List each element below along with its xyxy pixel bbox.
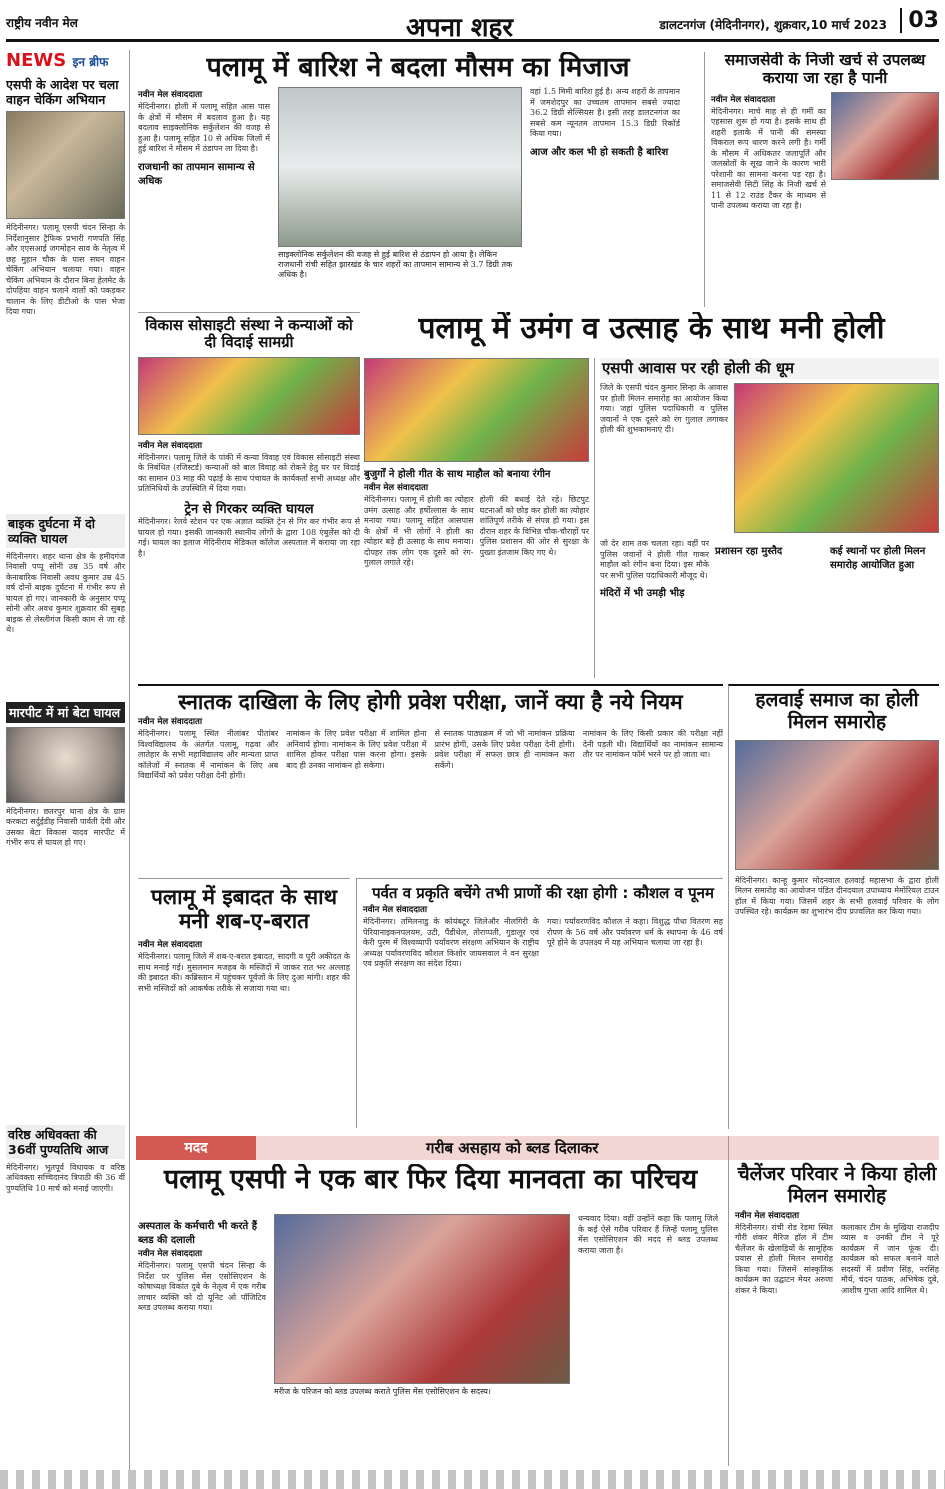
brief1-body: मेदिनीनगर। पलामू एसपी चंदन सिन्हा के निर्देशानुसार ट्रैफिक प्रभारी गणपति सिंह और एएसआई जगमोहन साव के नेतृत्व में छह मुहान चौक के पास सघन वाहन चेकिंग अभियान चलाया गया। वाहन चेकिंग अभियान के दौरान बिना हेलमेट के दोपहिया वाहन चलाने वालों को पकड़कर चालान के लिए डीटीओ के पास भेजा दिया गया। (6, 223, 125, 316)
blood-byline: नवीन मेल संवाददाता (138, 1249, 203, 1259)
brief1-body-cont (6, 318, 125, 508)
exam-body-1: मेदिनीनगर। पलामू स्थित नीलांबर पीतांबर विश्वविद्यालय के अंतर्गत पलामू, गढ़वा और लातेहार के सभी महाविद्यालय और मान्यता प्राप्त कॉलेजों में स्नातक में नामांकन के लिए अब विद्यार्थियों को प्रवेश परीक्षा देनी होगी। (138, 729, 279, 781)
weather-article (138, 52, 698, 307)
society-headline: विकास सोसाइटी संस्था ने कन्याओं को दी विदाई सामग्री (145, 316, 353, 352)
exam-article (138, 684, 723, 874)
page-number: 03 (900, 8, 939, 33)
water-tanker-photo (831, 92, 939, 180)
news-tag-label: NEWS (6, 50, 67, 71)
exam-headline: स्नातक दाखिला के लिए होगी प्रवेश परीक्षा, जानें क्या है नये नियम (178, 690, 683, 714)
blood-photo-caption: मरीज के परिजन को ब्लड उपलब्ध कराते पुलिस मेंस एसोसिएशन के सदस्य। (274, 1387, 491, 1396)
holi-headline: पलामू में उमंग व उत्साह के साथ मनी होली (418, 312, 885, 346)
holi-subhead: बुजुर्गों ने होली गीत के साथ माहौल को बनाया रंगीन (364, 469, 551, 480)
exam-byline: नवीन मेल संवाददाता (138, 717, 203, 728)
sp-holi-headline: एसपी आवास पर रही होली की धूम (600, 358, 939, 379)
dateline: डालटनगंज (मेदिनीनगर), शुक्रवार,10 मार्च 2023 (659, 18, 887, 32)
society-body: मेदिनीनगर। पलामू जिले के पांकी में कन्या विवाह एवं विकास सोसाइटी संस्था के निबंधित (रजिस्टर्ड) कन्याओं को बाल विवाह को रोकने हेतु घर पर विदाई का सामान 03 माह की पढ़ाई के साथ पंचायत के कार्यकर्ता सभी अध्यक्ष और प्रतिनिधियों के उपस्थिति में दिया गया। (138, 452, 360, 493)
halwai-body: मेदिनीनगर। कान्हू कुमार मोदनवाल हलवाई महासभा के द्वारा होली मिलन समारोह का आयोजन पंडित दीनदयाल उपाध्याय मेमोरियल टाउन हॉल में किया गया। जिसमें शहर के सभी हलवाई परिवार के लोग उपस्थित रहे। कार्यक्रम का शुभारंभ दीप प्रज्वलित कर किया गया। (735, 875, 939, 917)
challenger-article (728, 1136, 939, 1466)
help-band-title: गरीब असहाय को ब्लड दिलाकर (426, 1139, 599, 1157)
weather-col2: वहां 1.5 मिमी बारिश हुई है। अन्य शहरों के तापमान में जमशेदपुर का उच्चतम तापमान सबसे ज्यादा 36.2 डिग्री सेल्सियस है। इसी तरह डालटनगंज का सबसे कम न्यूनतम तापमान 15.3 डिग्री रिकॉर्ड किया गया। (530, 87, 680, 139)
sp-holi-photo (734, 383, 939, 533)
news-tag-sub: इन ब्रीफ (72, 55, 109, 69)
weather-subhead-1: राजधानी का तापमान सामान्य से अधिक (138, 161, 255, 187)
admin-subhead: प्रशासन रहा मुस्तैद (715, 546, 783, 558)
brief3-headline: मारपीट में मां बेटा घायल (6, 702, 125, 723)
brief1-photo (6, 111, 125, 219)
society-article (138, 312, 360, 632)
shab-body: मेदिनीनगर। पलामू जिले में शब-ए-बरात इबादत, सादगी व पूरी अकीदत के साथ मनाई गई। मुसलमान मजहब के मस्जिदों में जाकर रात भर अल्लाह की इबादत की। कब्रिस्तान में पहुंचकर पूर्वजों के लिए दुआ मांगी। शहर की सभी मस्जिदों को आकर्षक तरीके से सजाया गया था। (138, 952, 350, 993)
holi-body-1: मेदिनीनगर। पलामू में होली का त्योहार उमंग उत्साह और हर्षोल्लास के साथ मनाया गया। पलामू सहित आसपास के क्षेत्रों में भी लोगों ने होली का त्योहार बड़े ही उत्साह के साथ मनाया। दोपहर तक लोग एक दूसरे को रंग-गुलाल लगाते रहे। (364, 495, 474, 567)
challenger-byline: नवीन मेल संवाददाता (735, 1210, 800, 1221)
halwai-headline: हलवाई समाज का होली मिलन समारोह (755, 689, 919, 733)
brief4-body: मेदिनीनगर। भूतपूर्व विधायक व वरिष्ठ अधिवक्ता सच्चिदानंद त्रिपाठी की 36 वीं पुण्यतिथि 10 मार्च को मनाई जाएगी। (6, 1162, 125, 1193)
shab-article (138, 878, 350, 1128)
halwai-group-photo (735, 740, 939, 870)
brief3-body: मेदिनीनगर। छतरपुर थाना क्षेत्र के ग्राम करकटा सर्दुईडीह निवासी पार्वती देवी और उसका बेटा विकास यादव मारपीट में गंभीर रूप से घायल हो गए। (6, 806, 125, 847)
nature-body-1: मेदिनीनगर। तमिलनाडु के कोयंबटूर जिलेऔर नीलगिरी के पेरियानाइकनपलयम, उटी, पैंडीथेल, तोराप्पती, गुडालूर एवं केरी पुरम में विश्वव्यापी पर्यावरण संरक्षण अभियान के राष्ट्रीय अध्यक्ष पर्यावरणविद कौशल किशोर जायसवाल ने वन सुरक्षा एवं प्रकृति संरक्षण का संदेश दिया। (363, 917, 539, 969)
footer-color-strip (0, 1470, 945, 1489)
blood-donation-photo (274, 1214, 570, 1384)
shab-headline: पलामू में इबादत के साथ मनी शब-ए-बरात (150, 885, 337, 934)
brief2-body-cont (6, 636, 125, 696)
society-photo (138, 357, 360, 435)
holi-article (364, 358, 589, 678)
holi-headline-block (364, 312, 939, 362)
blood-subhead: अस्पताल के कर्मचारी भी करते हैं ब्लड की दलाली (138, 1221, 258, 1246)
masthead (6, 6, 939, 42)
brief1-headline: एसपी के आदेश पर चला वाहन चेकिंग अभियान (6, 77, 119, 107)
temple-subhead: मंदिरों में भी उमड़ी भीड़ (600, 588, 685, 600)
weather-rain-photo (278, 87, 522, 247)
halwai-article (728, 684, 939, 1129)
sp-holi-article (594, 358, 939, 678)
brief4-headline: वरिष्ठ अधिवक्ता की 36वीं पुण्यतिथि आज (6, 1125, 125, 1159)
newspaper-brand: राष्ट्रीय नवीन मेल (6, 16, 78, 30)
exam-body-2: नामांकन के लिए प्रवेश परीक्षा में शामिल होना अनिवार्य होगा। नामांकन के लिए प्रवेश परीक्षा में शामिल होकर परीक्षा पास करना होगा। इसके बाद ही उनका नामांकन हो सकेगा। (286, 729, 427, 770)
challenger-body-1: मेदिनीनगर। रांची रोड रेड़मा स्थित गौरी शंकर मैरिज हॉल में टीम चैलेंजर के खेलाड़ियों के सामूहिक प्रयास से होली मिलन समारोह किया गया। जिसमें सांस्कृतिक कार्यक्रम का उद्घाटन मेयर अरुणा शंकर ने किया। (735, 1222, 833, 1295)
sp-holi-body: जिले के एसपी चंदन कुमार सिन्हा के आवास पर होली मिलन समारोह का आयोजन किया गया। जहां पुलिस पदाधिकारी व पुलिस जवानों ने एक दूसरे को रंग गुलाल लगाकर होली की शुभकामनाएं दी। (600, 383, 728, 435)
brief2-body: मेदिनीनगर। शहर थाना क्षेत्र के हमीदगंज निवासी पप्पू सोनी उम्र 35 वर्ष और केनाबारिक निवासी अवध कुमार उम्र 45 वर्ष दोनों बाइक दुर्घटना में गंभीर रूप से घायल हो गए। जानकारी के अनुसार पप्पू सोनी और अवध कुमार शुक्रवार की सुबह बाइक से लेस्लीगंज किसी काम से जा रहे थे। (6, 551, 125, 634)
nature-byline: नवीन मेल संवाददाता (363, 905, 428, 916)
news-brief-tag (6, 50, 125, 71)
weather-col1: मेदिनीनगर। होली में पलामू सहित आस पास के क्षेत्रों में मौसम में बदलाव हुआ है। यह बदलाव साइक्लोनिक सर्कुलेशन की वजह से हुआ है। पलामू सहित 10 से अधिक जिलों में हुई बारिश ने मौसम में ठंडापन ला दिया है। (138, 102, 270, 154)
water-supply-article (704, 52, 939, 307)
water-supply-body: मेदिनीनगर। मार्च माह से ही गर्मी का एहसास शुरू हो गया है। इसके साथ ही शहरी इलाके में पानी की समस्या विकराल रूप धारण करने लगी है। गर्मी के मौसम में अधिकतर जलापूर्ति और जलस्रोतों के सूख जाने के कारण भारी परेशानी का सामना करना पड़ रहा है। समाजसेवी सिटी सिंह के निजी खर्च से 11 से 12 राउंड टैंकर के माध्यम से पानी उपलब्ध कराया जा रहा है। (711, 106, 826, 211)
milan-subhead: कई स्थानों पर होली मिलन समारोह आयोजित हुआ (830, 546, 926, 572)
blood-headline: पलामू एसपी ने एक बार फिर दिया मानवता का परिचय (163, 1164, 698, 1195)
blood-body-2: धन्यवाद दिया। वहीं उन्होंने कहा कि पलामू जिले के कई ऐसे गरीब परिवार हैं जिन्हें पलामू पुलिस मेंस एसोसिएशन की मदद से ब्लड उपलब्ध कराया जाता है। (578, 1214, 718, 1255)
weather-byline: नवीन मेल संवाददाता (138, 90, 203, 101)
blood-body: मेदिनीनगर। पलामू एसपी चंदन सिन्हा के निर्देश पर पुलिस मेंस एसोसिएशन के कोषाध्यक्ष विकांत दुबे के नेतृत्व में एक गरीब लाचार व्यक्ति को दो यूनिट ओ पॉजिटिव ब्लड उपलब्ध कराया गया। (138, 1261, 266, 1312)
nature-body-2: गया। पर्यावरणविद कौशल ने कहा। विशुद्ध पौधा वितरण सह रोपण के 56 वर्ष और पर्यावरण धर्म के स्थापना के 46 वर्ष पूरे होने के उपलक्ष्य में यह अभियान चलाया जा रहा है। (547, 917, 723, 948)
exam-body-3: से स्नातक पाठ्यक्रम में जो भी नामांकन प्रक्रिया प्रारंभ होगी, उसके लिए प्रवेश परीक्षा देनी होगी। प्रवेश परीक्षा में सफल छात्र ही नामांकन करा सकेंगे। (434, 729, 575, 770)
train-headline: ट्रेन से गिरकर व्यक्ति घायल (184, 501, 314, 517)
challenger-body-2: कलाकार टीम के मुखिया राजदीप व्यास व उनकी टीम ने पूरे कार्यक्रम में जान फूंक दी। कार्यक्रम को सफल बनाने वाले सदस्यों में प्रवीण सिंह, नरसिंह मौर्य, चंदन पाठक, अभिषेक दुबे, आशीष गुप्ता आदि शामिल थे। (841, 1222, 939, 1295)
sp-holi-body-2: जो देर शाम तक चलता रहा। वहीं पर पुलिस जवानों ने होली गीत गाकर माहौल को रंगीन बना दिया। इस मौके पर सभी पुलिस पदाधिकारी मौजूद थे। (600, 539, 709, 580)
holi-body-2: होली की बधाई देते रहे। छिटपुट घटनाओं को छोड़ कर होली का त्योहार शांतिपूर्ण तरीके से संपन्न हो गया। इस दौरान शहर के विभिन्न चौक-चौराहों पर पुलिस प्रशासन की ओर से सुरक्षा के पुख्ता इंतजाम किए गए थे। (479, 495, 589, 557)
shab-byline: नवीन मेल संवाददाता (138, 940, 203, 951)
nature-headline: पर्वत व प्रकृति बचेंगे तभी प्राणों की रक्षा होगी : कौशल व पूनम (372, 884, 714, 902)
weather-photo-caption: साइक्लोनिक सर्कुलेशन की वजह से हुई बारिश से ठंडापन हो आया है। लेकिन राजधानी रांची सहित झारखंड के चार शहरों का तापमान सामान्य से 3.7 डिग्री तक अधिक है। (278, 250, 513, 280)
blood-article (138, 1214, 723, 1466)
water-supply-byline: नवीन मेल संवाददाता (711, 94, 776, 105)
brief3-body-cont (6, 849, 125, 1119)
nature-article (356, 878, 723, 1128)
challenger-headline: चैलेंजर परिवार ने किया होली मिलन समारोह (737, 1163, 937, 1207)
train-body: मेदिनीनगर। रेलवे स्टेशन पर एक अज्ञात व्यक्ति ट्रेन से गिर कर गंभीर रूप से घायल हो गया। इसकी जानकारी स्थानीय लोगों के द्वारा 108 एंबुलेंस को दी गई। घायल का इलाज मेदिनीराय मेडिकल कॉलेज अस्पताल में कराया जा रहा है। (138, 517, 360, 558)
society-byline: नवीन मेल संवाददाता (138, 440, 203, 451)
holi-elders-photo (364, 358, 589, 462)
weather-headline: पलामू में बारिश ने बदला मौसम का मिजाज (206, 52, 630, 83)
help-label: मदद (136, 1136, 256, 1160)
brief3-photo (6, 727, 125, 803)
weather-subhead-2: आज और कल भी हो सकती है बारिश (530, 146, 669, 158)
brief2-headline: बाइक दुर्घटना में दो व्यक्ति घायल (6, 514, 125, 548)
section-title: अपना शहर (406, 13, 513, 43)
blood-headline-block (138, 1164, 723, 1210)
holi-byline: नवीन मेल संवाददाता (364, 483, 429, 493)
exam-body-4: नामांकन के लिए किसी प्रकार की परीक्षा नहीं देनी पड़ती थी। विद्यार्थियों का नामांकन सामान्य तौर पर नामांकन फॉर्म भरने पर हो जाता था। (582, 729, 723, 760)
water-supply-headline: समाजसेवी के निजी खर्च से उपलब्ध कराया जा रहा है पानी (724, 52, 926, 87)
news-in-brief-column (6, 50, 130, 1470)
